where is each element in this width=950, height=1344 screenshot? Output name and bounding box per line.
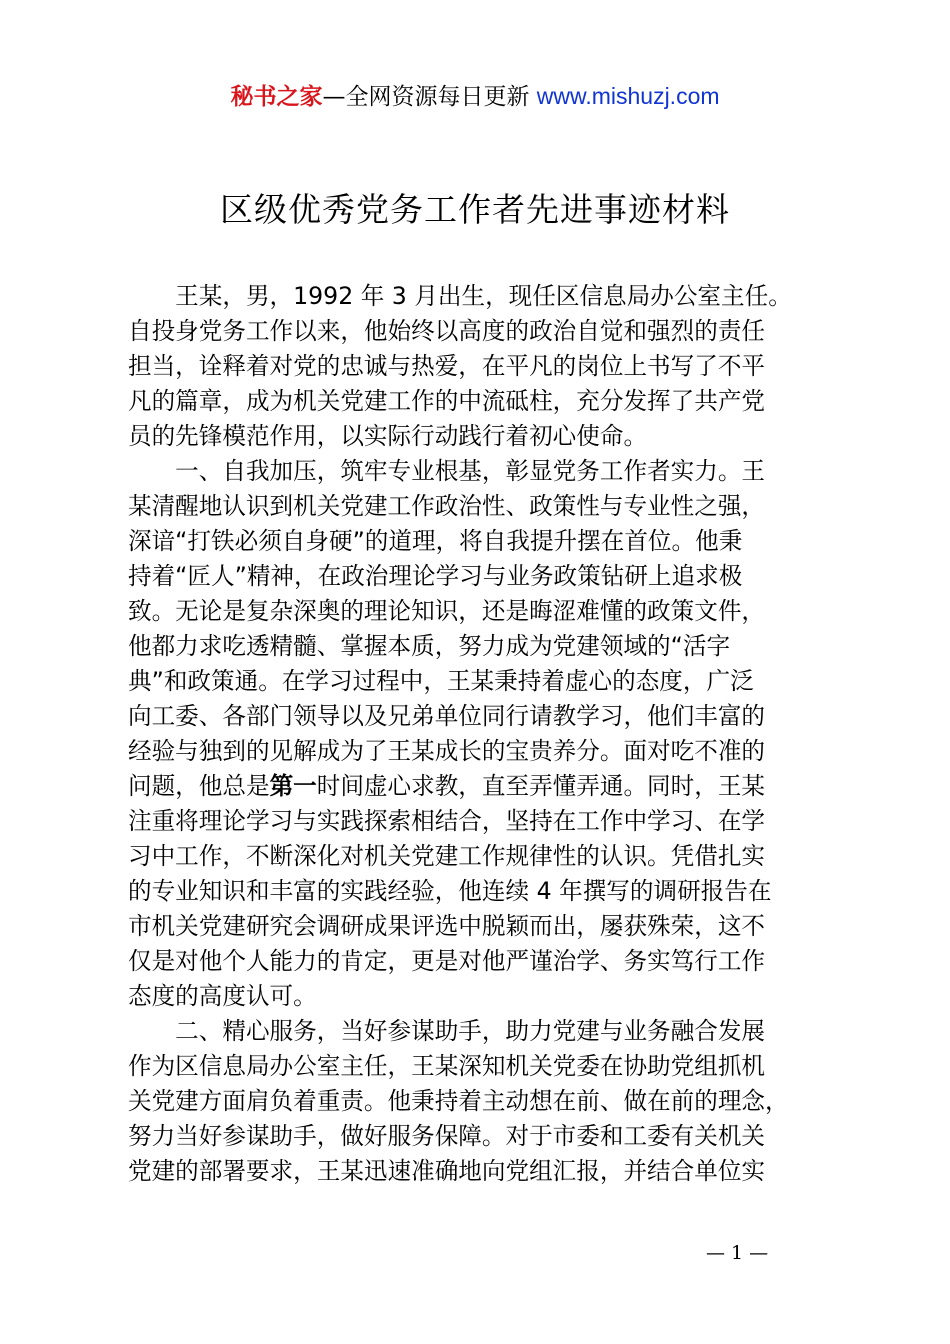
body-line: 态度的高度认可。 xyxy=(128,982,317,1010)
site-header xyxy=(0,80,950,113)
body-text-run: 问题，他总是 xyxy=(128,772,270,800)
body-line: 他都力求吃透精髓、掌握本质，努力成为党建领域的“活字 xyxy=(128,632,731,660)
section-heading-line: 二、精心服务，当好参谋助手，助力党建与业务融合发展 xyxy=(128,1017,766,1045)
body-line: 典”和政策通。在学习过程中，王某秉持着虚心的态度，广泛 xyxy=(128,667,754,695)
body-line: 某清醒地认识到机关党建工作政治性、政策性与专业性之强， xyxy=(128,492,766,520)
body-line: 深谙“打铁必须自身硬”的道理，将自我提升摆在首位。他秉 xyxy=(128,527,743,555)
body-line: 自投身党务工作以来，他始终以高度的政治自觉和强烈的责任 xyxy=(128,317,766,345)
section-heading-line: 一、自我加压，筑牢专业根基，彰显党务工作者实力。王 xyxy=(128,457,766,485)
emphasis-text: 第一 xyxy=(269,772,317,800)
brand-name: 秘书之家 xyxy=(230,84,323,110)
body-line-with-emphasis xyxy=(128,769,868,804)
body-line: 的专业知识和丰富的实践经验，他连续 4 年撰写的调研报告在 xyxy=(128,877,772,905)
site-url-link[interactable]: www.mishuzj.com xyxy=(536,83,720,109)
body-line: 仅是对他个人能力的肯定，更是对他严谨治学、务实笃行工作 xyxy=(128,947,766,975)
body-line: 员的先锋模范作用，以实际行动践行着初心使命。 xyxy=(128,422,648,450)
body-text-run: 时间虚心求教，直至弄懂弄通。同时，王某 xyxy=(316,772,766,800)
body-line: 注重将理论学习与实践探索相结合，坚持在工作中学习、在学 xyxy=(128,807,766,835)
body-line: 凡的篇章，成为机关党建工作的中流砥柱，充分发挥了共产党 xyxy=(128,387,766,415)
body-line: 王某，男，1992 年 3 月出生，现任区信息局办公室主任。 xyxy=(128,282,792,310)
body-line: 关党建方面肩负着重责。他秉持着主动想在前、做在前的理念， xyxy=(128,1087,789,1115)
body-line: 持着“匠人”精神，在政治理论学习与业务政策钻研上追求极 xyxy=(128,562,743,590)
body-line: 作为区信息局办公室主任，王某深知机关党委在协助党组抓机 xyxy=(128,1052,766,1080)
body-line: 担当，诠释着对党的忠诚与热爱，在平凡的岗位上书写了不平 xyxy=(128,352,766,380)
page-number: — 1 — xyxy=(706,1242,769,1264)
body-line: 党建的部署要求，王某迅速准确地向党组汇报，并结合单位实 xyxy=(128,1157,766,1185)
body-line: 市机关党建研究会调研成果评选中脱颖而出，屡获殊荣，这不 xyxy=(128,912,766,940)
body-line: 向工委、各部门领导以及兄弟单位同行请教学习，他们丰富的 xyxy=(128,702,766,730)
body-line: 经验与独到的见解成为了王某成长的宝贵养分。面对吃不准的 xyxy=(128,737,766,765)
body-line: 努力当好参谋助手，做好服务保障。对于市委和工委有关机关 xyxy=(128,1122,766,1150)
document-body xyxy=(128,279,868,1189)
body-line: 习中工作，不断深化对机关党建工作规律性的认识。凭借扎实 xyxy=(128,842,766,870)
document-title: 区级优秀党务工作者先进事迹材料 xyxy=(220,190,730,229)
body-line: 致。无论是复杂深奥的理论知识，还是晦涩难懂的政策文件， xyxy=(128,597,766,625)
site-tagline: —全网资源每日更新 xyxy=(322,84,530,110)
